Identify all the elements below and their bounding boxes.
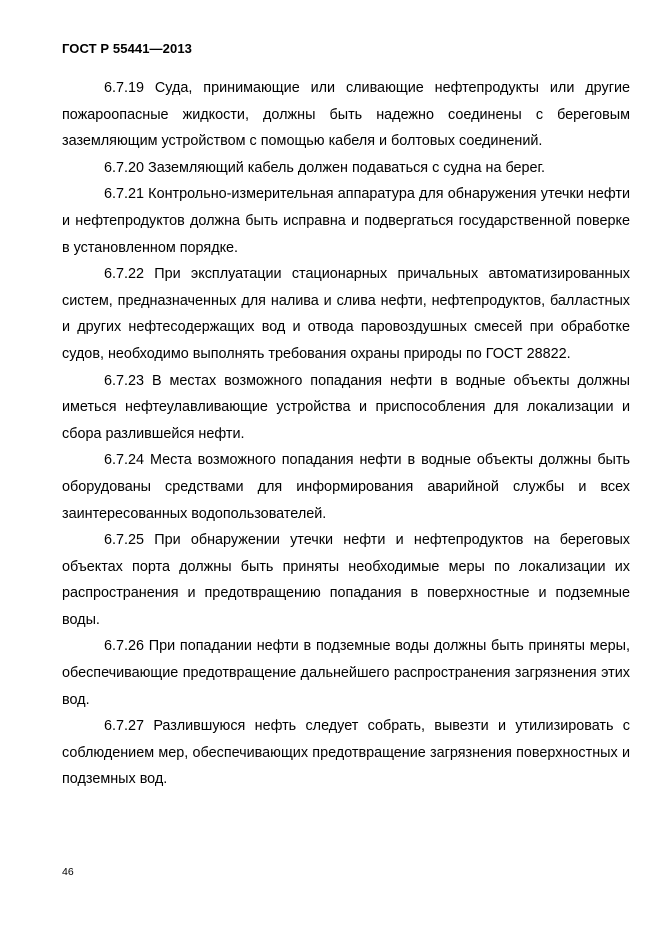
paragraph-6-7-27: 6.7.27 Разлившуюся нефть следует собрать, вывезти и утилизировать с соблюдением мер, обеспечивающих предотвращение загрязнения поверхностных и подземных вод. [62, 718, 630, 788]
paragraph-6-7-20: 6.7.20 Заземляющий кабель должен подаваться с судна на берег. [104, 159, 546, 176]
page-number: 46 [62, 866, 74, 878]
paragraph-6-7-22: 6.7.22 При эксплуатации стационарных причальных автоматизированных систем, предназначенных для налива и слива нефти, нефтепродуктов, балластных и других нефтесодержащих вод и отвода паровоздушных смесей при обработке судов, необходимо выполнять требования охраны природы по ГОСТ 28822. [62, 266, 630, 362]
paragraph-6-7-21: 6.7.21 Контрольно-измерительная аппаратура для обнаружения утечки нефти и нефтепродуктов должна быть исправна и подвергаться государственной поверке в установленном порядке. [62, 186, 630, 256]
paragraph-6-7-25: 6.7.25 При обнаружении утечки нефти и нефтепродуктов на береговых объектах порта должны быть приняты необходимые меры по локализации их распространения и предотвращению попадания в поверхностные и подземные воды. [62, 532, 630, 628]
document-body [62, 75, 630, 793]
paragraph-6-7-24: 6.7.24 Места возможного попадания нефти в водные объекты должны быть оборудованы средствами для информирования аварийной службы и всех заинтересованных водопользователей. [62, 452, 630, 522]
paragraph-6-7-23: 6.7.23 В местах возможного попадания нефти в водные объекты должны иметься нефтеулавливающие устройства и приспособления для локализации и сбора разлившейся нефти. [62, 372, 630, 442]
paragraph-6-7-19: 6.7.19 Суда, принимающие или сливающие нефтепродукты или другие пожароопасные жидкости, должны быть надежно соединены с береговым заземляющим устройством с помощью кабеля и болтовых соединений. [62, 80, 630, 150]
document-header: ГОСТ Р 55441—2013 [62, 41, 192, 56]
paragraph-6-7-26: 6.7.26 При попадании нефти в подземные воды должны быть приняты меры, обеспечивающие предотвращение дальнейшего распространения загрязнения этих вод. [62, 638, 630, 708]
